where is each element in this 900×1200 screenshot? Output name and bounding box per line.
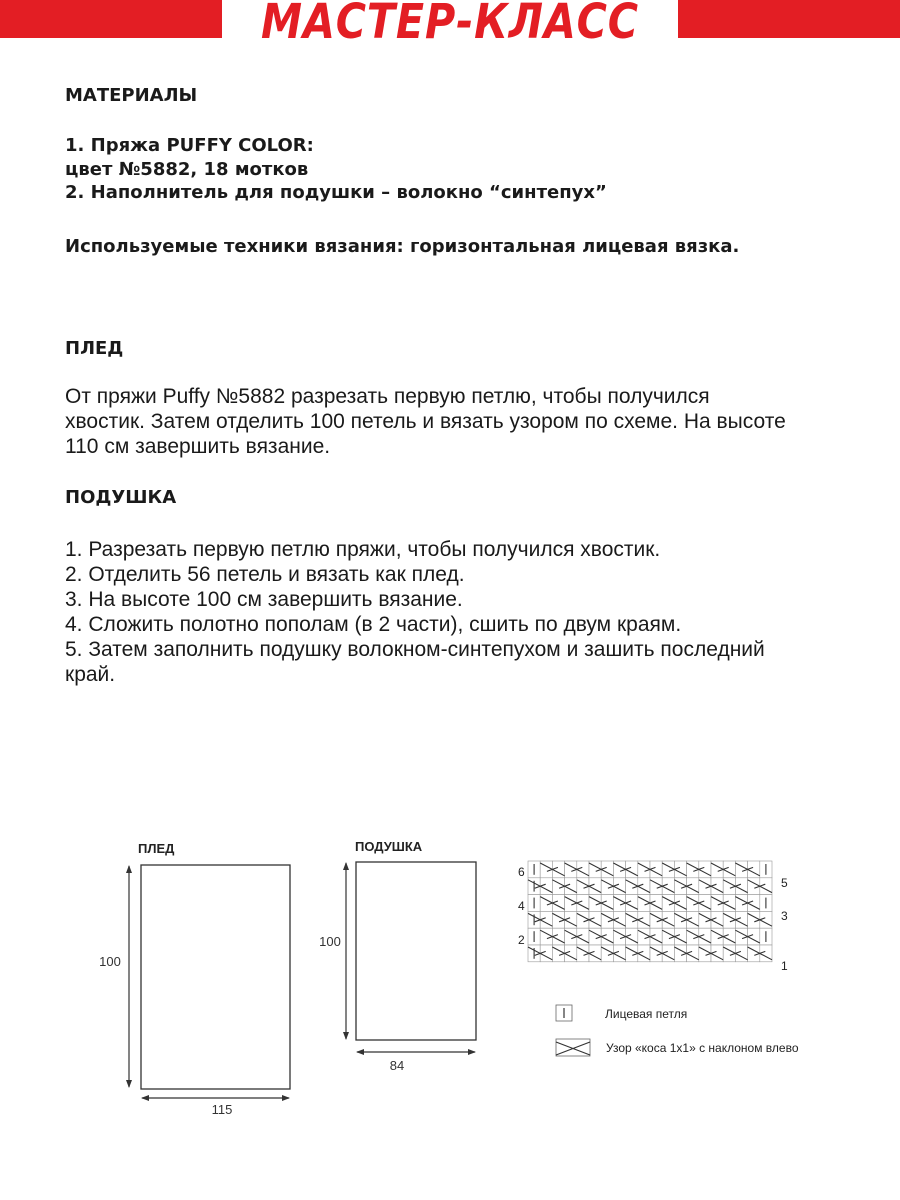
chart-row-label: 1 bbox=[781, 959, 788, 973]
blanket-line: хвостик. Затем отделить 100 петель и вязать узором по схеме. На высоте bbox=[65, 410, 786, 433]
blanket-width-label: 115 bbox=[211, 1102, 233, 1117]
chart-row-label: 5 bbox=[781, 876, 788, 890]
pillow-height-label: 100 bbox=[319, 934, 341, 949]
pillow-step: 2. Отделить 56 петель и вязать как плед. bbox=[65, 563, 465, 586]
chart-row-label: 3 bbox=[781, 909, 788, 923]
legend-cable-label: Узор «коса 1х1» с наклоном влево bbox=[606, 1041, 799, 1055]
chart-legend bbox=[556, 1005, 799, 1056]
pattern-chart bbox=[528, 861, 772, 962]
blanket-diagram-title: ПЛЕД bbox=[138, 841, 175, 856]
pillow-step: край. bbox=[65, 663, 116, 686]
chart-row-label: 6 bbox=[518, 865, 525, 879]
pillow-width-label: 84 bbox=[389, 1058, 405, 1073]
blanket-heading: ПЛЕД bbox=[65, 338, 124, 359]
chart-row-label: 4 bbox=[518, 899, 525, 913]
blanket-height-label: 100 bbox=[99, 954, 121, 969]
pillow-step: 4. Сложить полотно пополам (в 2 части), сшить по двум краям. bbox=[65, 613, 682, 636]
blanket-diagram bbox=[99, 841, 290, 1117]
blanket-line: 110 см завершить вязание. bbox=[65, 435, 331, 458]
pillow-step: 5. Затем заполнить подушку волокном-синтепухом и зашить последний bbox=[65, 638, 765, 661]
pillow-heading: ПОДУШКА bbox=[65, 487, 177, 508]
techniques-text: Используемые техники вязания: горизонтальная лицевая вязка. bbox=[65, 236, 740, 257]
pillow-step: 1. Разрезать первую петлю пряжи, чтобы получился хвостик. bbox=[65, 538, 661, 561]
materials-line: цвет №5882, 18 мотков bbox=[65, 158, 309, 180]
blanket-outline bbox=[141, 865, 290, 1089]
chart-row-label: 2 bbox=[518, 933, 525, 947]
legend-knit-label: Лицевая петля bbox=[605, 1007, 688, 1021]
pillow-diagram bbox=[319, 839, 476, 1073]
pillow-outline bbox=[356, 862, 476, 1040]
pillow-diagram-title: ПОДУШКА bbox=[355, 839, 423, 854]
materials-line: 2. Наполнитель для подушки – волокно “синтепух” bbox=[65, 182, 607, 203]
materials-line: 1. Пряжа PUFFY COLOR: bbox=[65, 135, 314, 156]
pillow-step: 3. На высоте 100 см завершить вязание. bbox=[65, 588, 463, 611]
materials-heading: МАТЕРИАЛЫ bbox=[65, 85, 198, 106]
page-title: МАСТЕР-КЛАСС bbox=[261, 0, 639, 50]
blanket-line: От пряжи Puffy №5882 разрезать первую петлю, чтобы получился bbox=[65, 385, 710, 408]
